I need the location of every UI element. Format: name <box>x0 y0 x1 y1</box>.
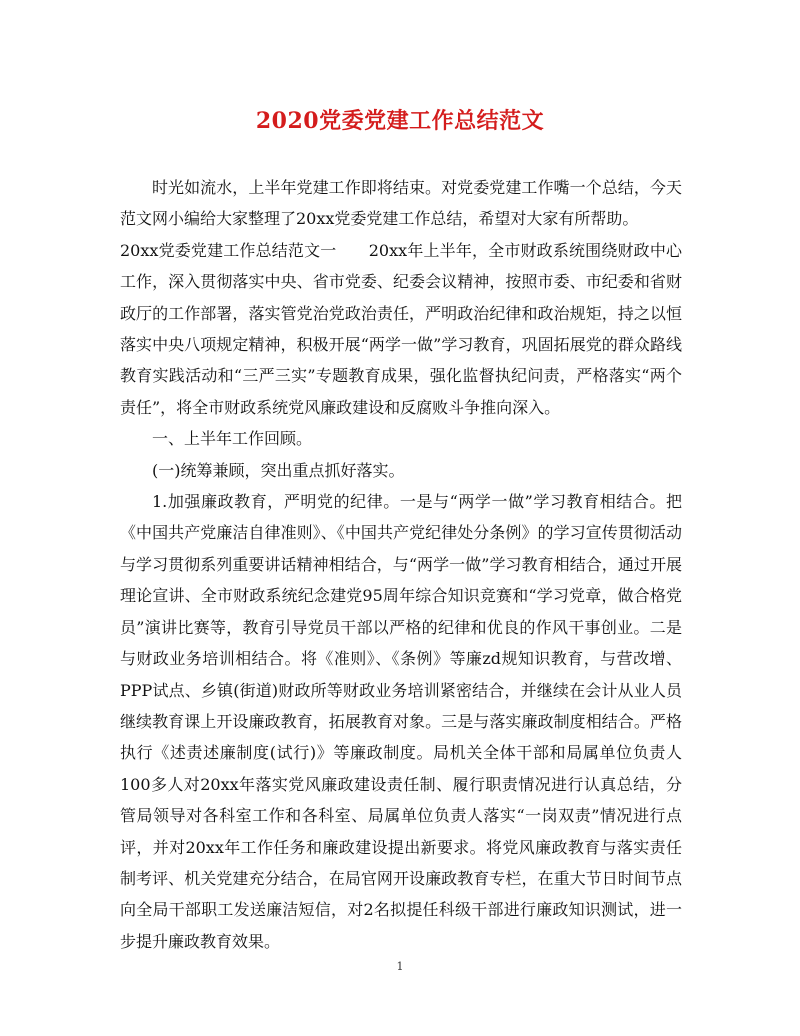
section-heading: 一、上半年工作回顾。 <box>152 429 313 449</box>
page-number: 1 <box>396 960 404 973</box>
education-paragraph: 1.加强廉政教育，严明党的纪律。一是与“两学一做”学习教育相结合。把《中国共产党廉洁自律准则》、《中国共产党纪律处分条例》的学习宣传贯彻活动与学习贯彻系列重要讲话精神相结合，与“两学一做”学习教育相结合，通过开展理论宣讲、全市财政系统纪念建党95周年综合知识竞赛和“学习党章，做合格党员”演讲比赛等，教育引导党员干部以严格的纪律和优良的作风干事创业。二是与财政业务培训相结合。将《准则》、《条例》等廉zd规知识教育，与营改增、PPP试点、乡镇(街道)财政所等财政业务培训紧密结合，并继续在会计从业人员继续教育课上开设廉政教育，拓展教育对象。三是与落实廉政制度相结合。严格执行《述责述廉制度(试行)》等廉政制度。局机关全体干部和局属单位负责人100多人对20xx年落实党风廉政建设责任制、履行职责情况进行认真总结，分管局领导对各科室工作和各科室、局属单位负责人落实“一岗双责”情况进行点评，并对20xx年工作任务和廉政建设提出新要求。将党风廉政教育与落实责任制考评、机关党建充分结合，在局官网开设廉政教育专栏，在重大节日时间节点向全局干部职工发送廉洁短信，对2名拟提任科级干部进行廉政知识测试，进一步提升廉政教育效果。 <box>120 492 682 951</box>
intro-paragraph: 时光如流水，上半年党建工作即将结束。对党委党建工作嘴一个总结，今天范文网小编给大家整理了20xx党委党建工作总结，希望对大家有所帮助。 <box>120 178 682 229</box>
summary-paragraph: 20xx党委党建工作总结范文一 20xx年上半年，全市财政系统围绕财政中心工作，深入贯彻落实中央、省市党委、纪委会议精神，按照市委、市纪委和省财政厅的工作部署，落实管党治党政治责任，严明政治纪律和政治规矩，持之以恒落实中央八项规定精神，积极开展“两学一做”学习教育，巩固拓展党的群众路线教育实践活动和“三严三实”专题教育成果，强化监督执纪问责，严格落实“两个责任”，将全市财政系统党风廉政建设和反腐败斗争推向深入。 <box>120 240 682 417</box>
document-title: 2020党委党建工作总结范文 <box>255 108 545 134</box>
subsection-heading: (一)统筹兼顾，突出重点抓好落实。 <box>152 460 405 480</box>
document-body <box>120 172 682 957</box>
